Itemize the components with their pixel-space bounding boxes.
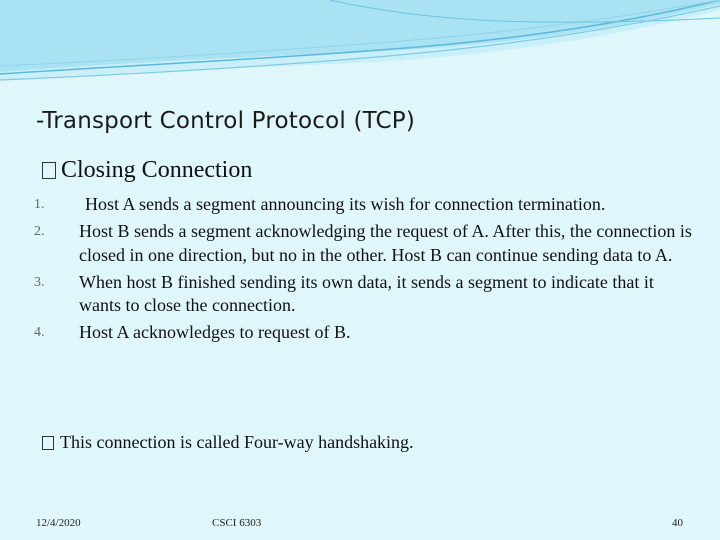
list-item-number: 2. [34, 224, 45, 239]
header-wave-decoration [0, 0, 720, 110]
list-item-number: 4. [34, 325, 45, 340]
footer-course: CSCI 6303 [212, 517, 262, 529]
footer-page-number: 40 [672, 517, 683, 529]
note [42, 432, 414, 453]
subheading [42, 157, 252, 184]
square-bullet-icon [42, 162, 56, 179]
list-item-text: Host A acknowledges to request of B. [79, 322, 351, 342]
list-item [34, 193, 694, 217]
list-item-number: 1. [34, 197, 45, 212]
list-item-number: 3. [34, 274, 45, 290]
note-text: This connection is called Four-way handshaking. [60, 432, 414, 452]
list-item-text: Host A sends a segment announcing its wish for connection termination. [85, 194, 606, 214]
steps-list [34, 193, 694, 348]
slide-title: -Transport Control Protocol (TCP) [36, 108, 416, 134]
list-item-text: When host B finished sending its own data, it sends a segment to indicate that it wants to close the connection. [79, 271, 654, 315]
list-item [34, 271, 694, 318]
footer-date: 12/4/2020 [36, 517, 81, 529]
list-item [34, 321, 694, 345]
square-bullet-icon [42, 436, 54, 450]
list-item [34, 220, 694, 267]
list-item-text: Host B sends a segment acknowledging the request of A. After this, the connection is closed in one direction, but no in the other. Host B can continue sending data to A. [79, 221, 692, 265]
subheading-text: Closing Connection [61, 157, 253, 183]
